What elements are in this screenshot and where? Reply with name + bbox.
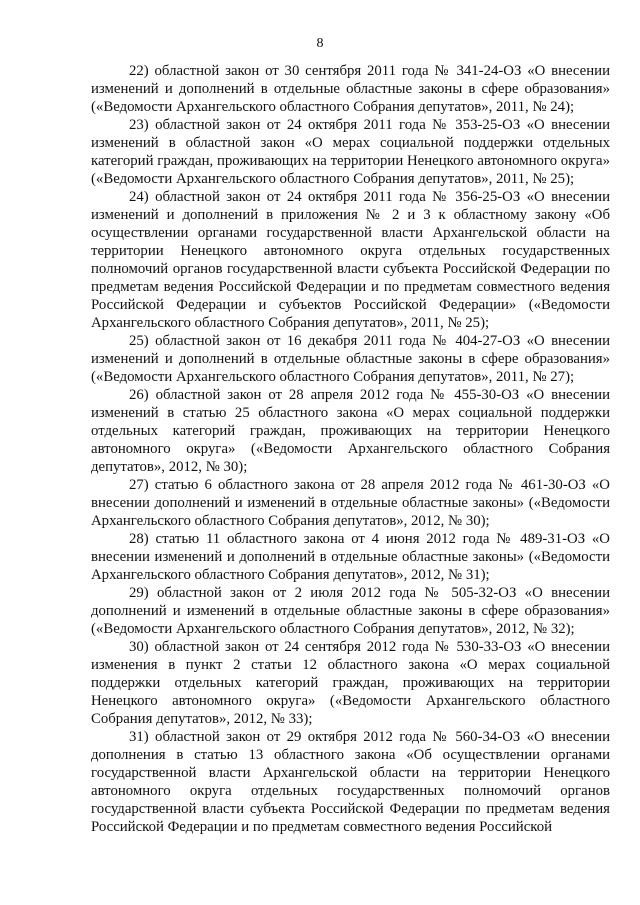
list-item: 25) областной закон от 16 декабря 2011 года № 404-27-ОЗ «О внесении изменений и дополнений в отдельные областные законы в сфере образования» («Ведомости Архангельского областного Собрания депутатов», 2011, № 27); bbox=[91, 333, 610, 385]
list-item: 24) областной закон от 24 октября 2011 года № 356-25-ОЗ «О внесении изменений и дополнений в приложения № 2 и 3 к областному закону «Об осуществлении органами государственной власти Архангельской области на территории Ненецкого автономного округа отдельных государственных полномочий органов государственной власти субъекта Российской Федерации по предметам ведения Российской Федерации и по предметам совместного ведения Российской Федерации и субъектов Российской Федерации» («Ведомости Архангельского областного Собрания депутатов», 2011, № 25); bbox=[91, 189, 610, 331]
document-body bbox=[91, 62, 610, 836]
list-item: 22) областной закон от 30 сентября 2011 года № 341-24-ОЗ «О внесении изменений и дополнений в отдельные областные законы в сфере образования» («Ведомости Архангельского областного Собрания депутатов», 2011, № 24); bbox=[91, 63, 610, 115]
page-number: 8 bbox=[316, 36, 324, 51]
list-item: 27) статью 6 областного закона от 28 апреля 2012 года № 461-30-ОЗ «О внесении дополнений и изменений в отдельные областные законы» («Ведомости Архангельского областного Собрания депутатов», 2012, № 30); bbox=[91, 477, 610, 529]
list-item: 29) областной закон от 2 июля 2012 года № 505-32-ОЗ «О внесении дополнений и изменений в отдельные областные законы в сфере образования» («Ведомости Архангельского областного Собрания депутатов», 2012, № 32); bbox=[91, 585, 610, 637]
list-item: 28) статью 11 областного закона от 4 июня 2012 года № 489-31-ОЗ «О внесении изменений и дополнений в отдельные областные законы» («Ведомости Архангельского областного Собрания депутатов», 2012, № 31); bbox=[91, 531, 610, 583]
list-item: 30) областной закон от 24 сентября 2012 года № 530-33-ОЗ «О внесении изменения в пункт 2 статьи 12 областного закона «О мерах социальной поддержки отдельных категорий граждан, проживающих на территории Ненецкого автономного округа» («Ведомости Архангельского областного Собрания депутатов», 2012, № 33); bbox=[91, 639, 610, 727]
list-item: 26) областной закон от 28 апреля 2012 года № 455-30-ОЗ «О внесении изменений в статью 25 областного закона «О мерах социальной поддержки отдельных категорий граждан, проживающих на территории Ненецкого автономного округа» («Ведомости Архангельского областного Собрания депутатов», 2012, № 30); bbox=[91, 387, 610, 475]
list-item: 31) областной закон от 29 октября 2012 года № 560-34-ОЗ «О внесении дополнения в статью 13 областного закона «Об осуществлении органами государственной власти Архангельской области на территории Ненецкого автономного округа отдельных государственных полномочий органов государственной власти субъекта Российской Федерации по предметам ведения Российской Федерации и по предметам совместного ведения Российской bbox=[91, 729, 610, 835]
list-item: 23) областной закон от 24 октября 2011 года № 353-25-ОЗ «О внесении изменений в областной закон «О мерах социальной поддержки отдельных категорий граждан, проживающих на территории Ненецкого автономного округа» («Ведомости Архангельского областного Собрания депутатов», 2011, № 25); bbox=[91, 117, 610, 187]
